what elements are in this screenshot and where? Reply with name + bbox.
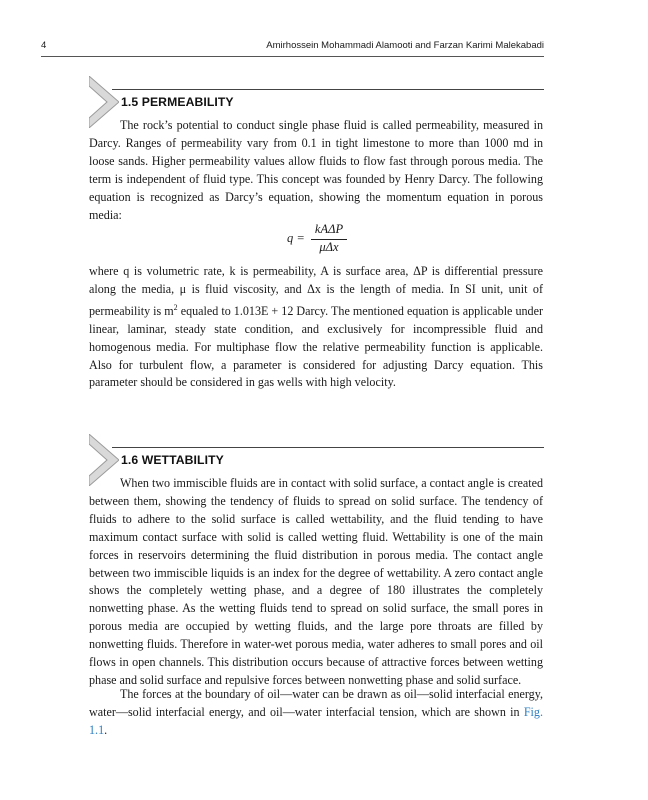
darcy-equation <box>287 222 367 256</box>
paragraph-permeability-intro: The rock’s potential to conduct single phase fluid is called permeability, measured in Darcy. Ranges of permeability vary from 0.1 in tight limestone to more than 1000 md in loose sands. Higher permeability values allow fluids to flow fast through porous media. The term is independent of fluid type. This concept was founded by Henry Darcy. The following equation is recognized as Darcy’s equation, showing the momentum equation in porous media: <box>89 118 543 222</box>
page-number: 4 <box>41 40 47 51</box>
equation-lhs: q = <box>287 231 305 245</box>
section-heading-wettability: 1.6 WETTABILITY <box>121 453 224 467</box>
section-heading-permeability: 1.5 PERMEABILITY <box>121 95 234 109</box>
section-rule <box>112 89 544 90</box>
paragraph-wettability: When two immiscible fluids are in contact with solid surface, a contact angle is created between them, showing the tendency of fluids to spread on solid surface. The tendency of fluids to adhere to the solid surface is called wettability, and the fluid tending to have maximum contact surface with solid is called wetting fluid. Wettability is one of the main forces in reservoirs determining the fluid distribution in porous media. The contact angle between two immiscible liquids is an index for the degree of wettability. A zero contact angle shows the completely wetting phase, and a degree of 180 illustrates the completely nonwetting phase. As the wetting fluids tend to spread on solid surface, the small pores in porous media are occupied by wetting fluids, and the large pore throats are filled by nonwetting fluids. Therefore in water-wet porous media, water adheres to small pores and oil flows in open channels. This distribution occurs because of attractive forces between wetting phase and solid surface and repulsive forces between nonwetting phase and solid surface. <box>89 476 543 687</box>
equation-denominator: μΔx <box>319 240 339 254</box>
header-rule <box>41 56 544 57</box>
paragraph-permeability-definitions <box>89 263 543 392</box>
superscript-2: 2 <box>173 302 178 312</box>
forces-text-end: . <box>104 722 108 737</box>
definitions-text-a: where q is volumetric rate, k is permeability, A is surface area, ΔP is differential pressure along the media, μ is fluid viscosity, and Δx is the length of media. In SI unit, unit of permeability is m <box>89 264 543 318</box>
section-rule <box>112 447 544 448</box>
equation-numerator: kAΔP <box>314 222 344 236</box>
running-header <box>41 40 544 54</box>
figure-link[interactable]: Fig. 1.1 <box>89 704 543 737</box>
running-head-authors: Amirhossein Mohammadi Alamooti and Farzan Karimi Malekabadi <box>266 40 544 51</box>
paragraph-interfacial-forces <box>89 686 543 740</box>
definitions-text-b: equaled to 1.013E + 12 Darcy. The mentioned equation is applicable under linear, laminar, steady state condition, and exclusively for incompressible fluid and homogenous media. For multiphase flow the relative permeability function is applicable. Also for turbulent flow, a parameter is considered for adjusting Darcy equation. This parameter should be considered in gas wells with high velocity. <box>89 303 543 390</box>
forces-text: The forces at the boundary of oil—water can be drawn as oil—solid interfacial energy, water—solid interfacial energy, and oil—water interfacial tension, which are shown in <box>89 687 543 719</box>
